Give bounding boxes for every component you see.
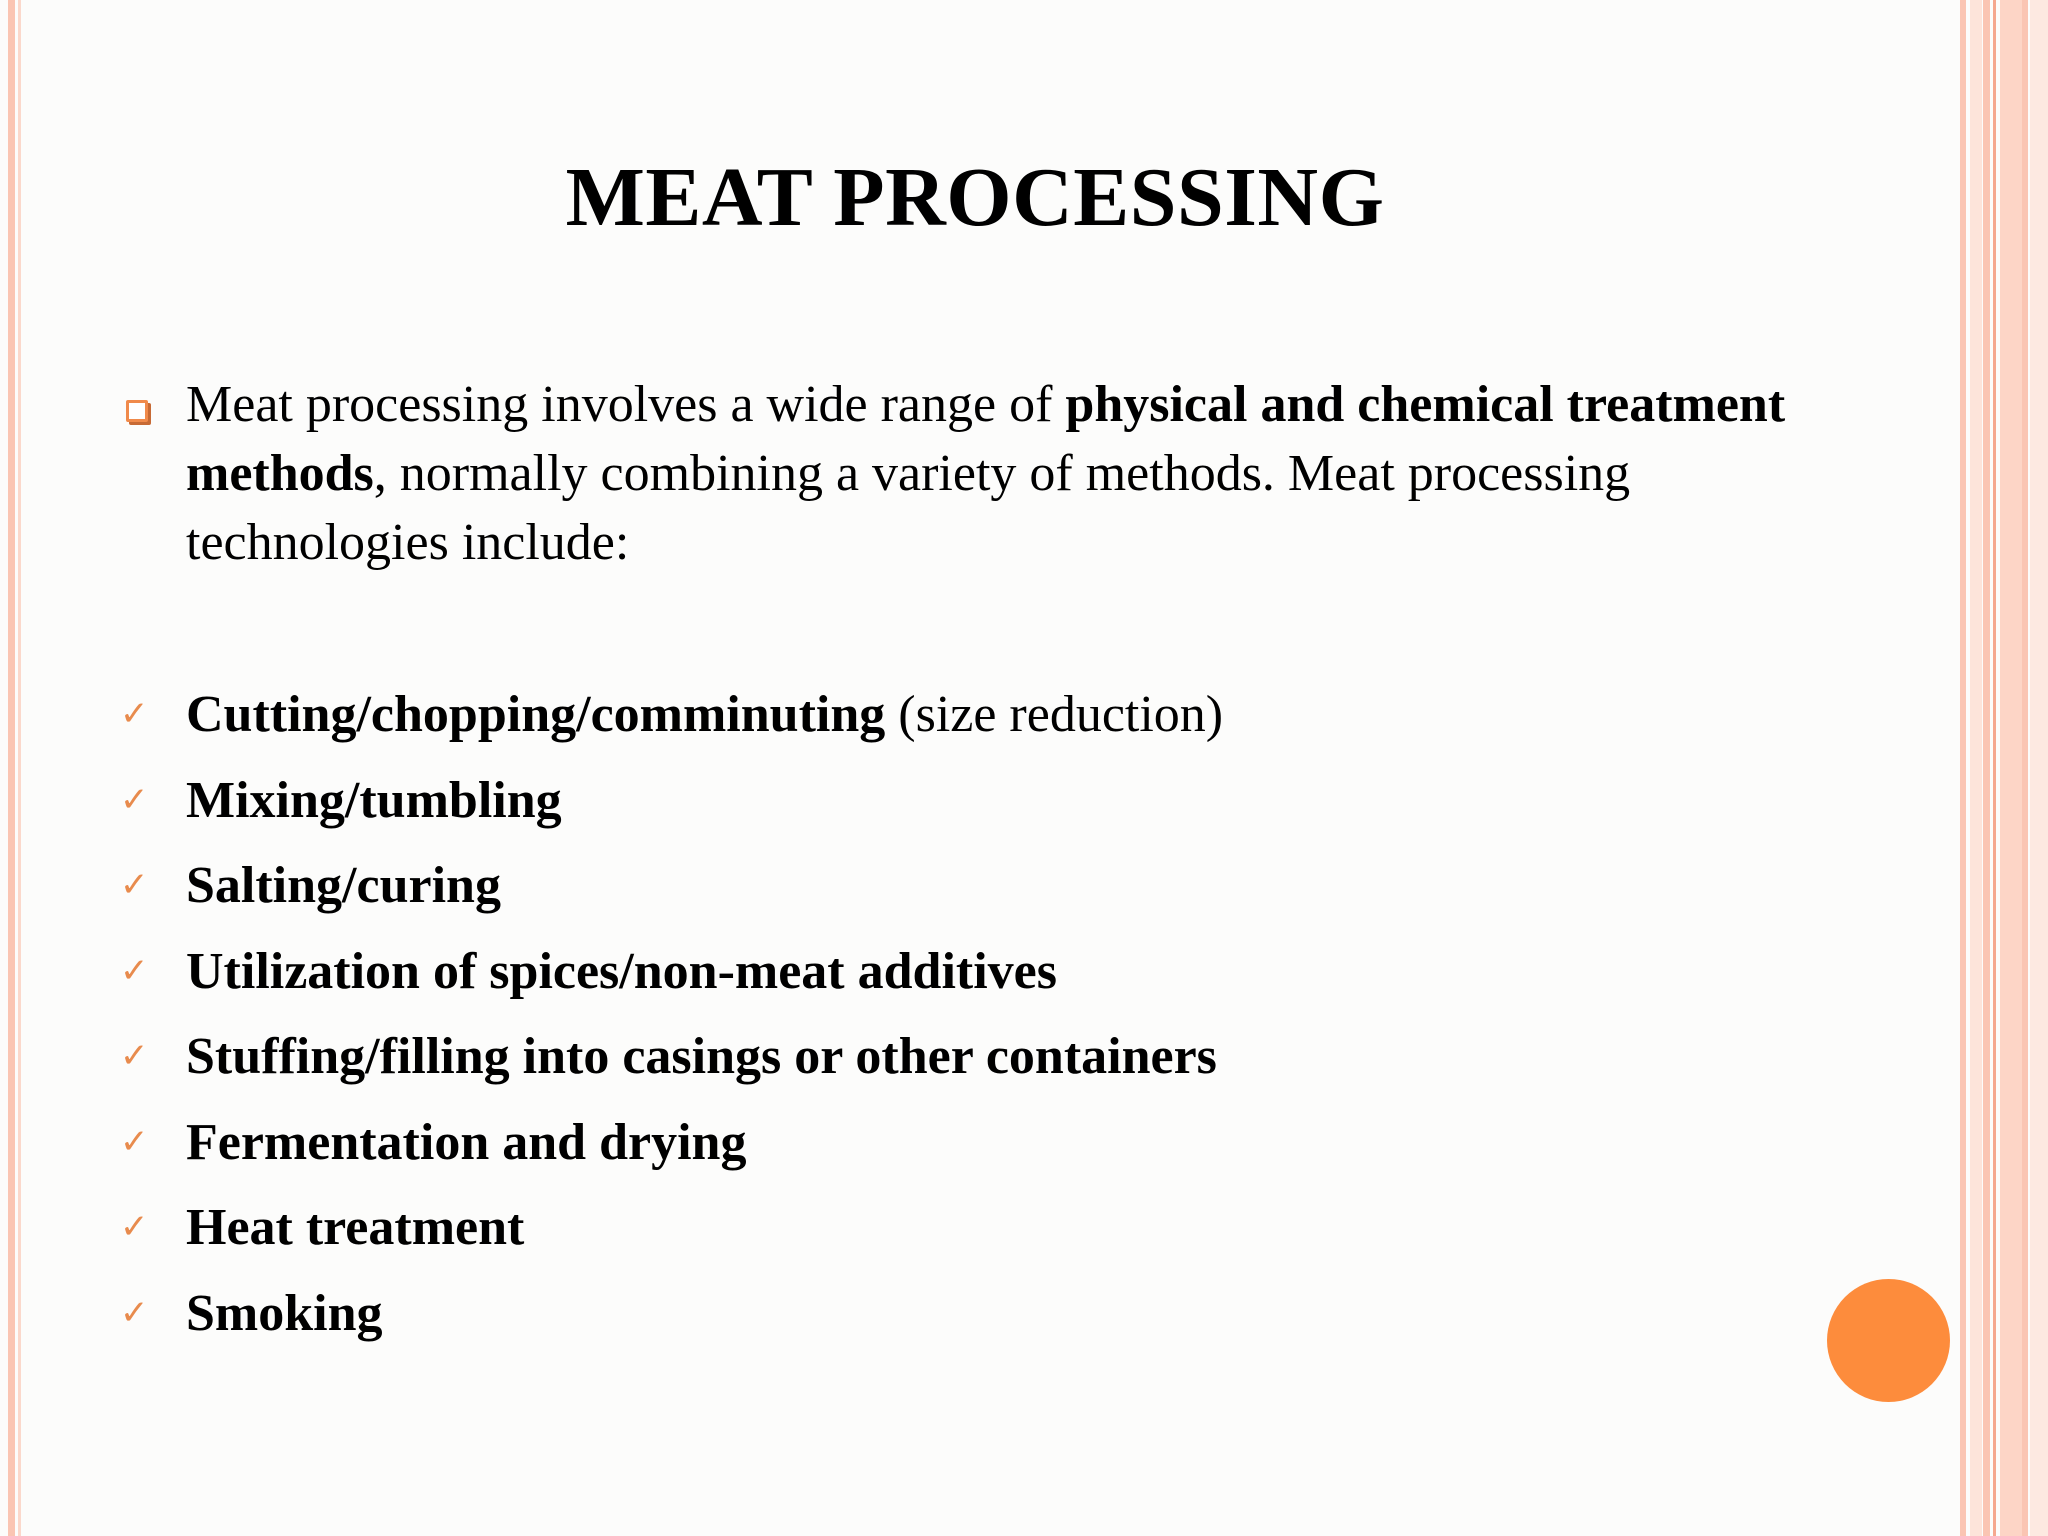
check-icon: ✓ [120, 779, 149, 820]
list-item-bold: Salting/curing [186, 857, 501, 914]
list-item-text [186, 1185, 524, 1270]
intro-text-part: Meat processing involves a wide range of [186, 376, 1066, 433]
intro-text-part: , normally combining a variety of methods. Meat processing technologies include: [186, 445, 1631, 571]
check-icon: ✓ [120, 950, 149, 991]
list-item-bold: Mixing/tumbling [186, 771, 562, 829]
list-item-text [186, 1014, 1217, 1099]
check-icon: ✓ [120, 1292, 149, 1333]
list-item [120, 1271, 1223, 1357]
right-border-stripe [2000, 0, 2022, 1536]
check-icon: ✓ [120, 694, 149, 734]
decorative-orange-circle [1827, 1279, 1950, 1402]
list-item-bold: Smoking [186, 1284, 383, 1342]
list-item-text [186, 758, 562, 843]
list-item [120, 672, 1223, 758]
slide-title: MEAT PROCESSING [565, 151, 1385, 244]
list-item-text [186, 672, 1223, 757]
list-item [120, 843, 1223, 929]
list-item-text [186, 843, 501, 928]
intro-bold-phrase: physical and chemical treatment methods [186, 376, 1786, 502]
intro-paragraph [126, 370, 1806, 577]
list-item-rest: (size reduction) [885, 686, 1224, 743]
list-item-text [186, 1271, 383, 1356]
check-icon: ✓ [120, 865, 149, 905]
list-item [120, 1100, 1223, 1186]
technology-checklist [120, 672, 1223, 1356]
list-item-bold: Fermentation and drying [186, 1113, 747, 1171]
list-item-bold: Utilization of spices/non-meat additives [186, 942, 1057, 1000]
checkbox-square-icon [126, 400, 148, 422]
list-item-text [186, 1100, 746, 1185]
check-icon: ✓ [120, 1036, 149, 1076]
list-item-bold: Stuffing/filling into casings or other containers [186, 1028, 1217, 1085]
list-item-text [186, 929, 1057, 1014]
intro-text [186, 370, 1806, 577]
list-item [120, 1014, 1223, 1100]
list-item [120, 1185, 1223, 1271]
right-border-stripe [1983, 0, 1990, 1536]
check-icon: ✓ [120, 1121, 149, 1162]
list-item-bold: Heat treatment [186, 1199, 525, 1256]
right-border-stripe [2022, 0, 2028, 1536]
right-border-stripe [1960, 0, 1966, 1536]
right-border-stripe [2030, 0, 2048, 1536]
right-border-stripe [1970, 0, 1982, 1536]
list-item-bold: Cutting/chopping/comminuting [186, 686, 886, 743]
check-icon: ✓ [120, 1207, 149, 1247]
right-border-stripe [1993, 0, 1996, 1536]
list-item [120, 758, 1223, 844]
list-item [120, 929, 1223, 1015]
